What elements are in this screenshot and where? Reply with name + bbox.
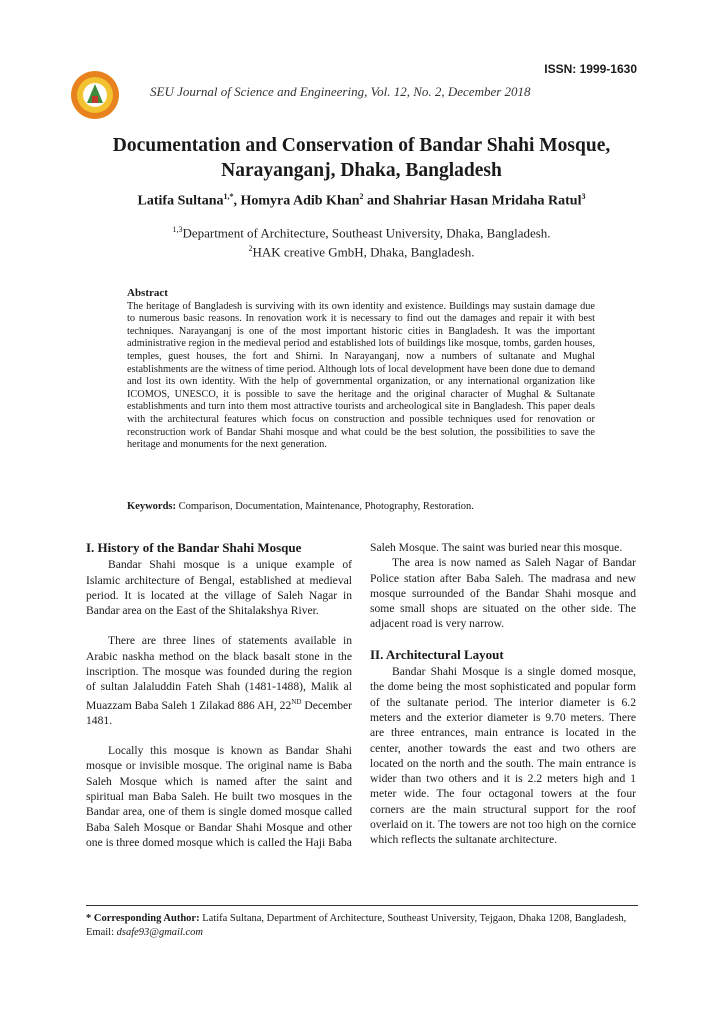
section-1-paragraph-2 (86, 633, 352, 728)
author-separator: , (233, 193, 241, 209)
footnote-text: Latifa Sultana, Department of Architecture, Southeast University, Tejgaon, Dhaka 1208, Bangladesh, Email: (86, 913, 627, 938)
affiliation-1-sup: 1,3 (172, 225, 183, 234)
author-1: Latifa Sultana (137, 193, 224, 209)
abstract-heading: Abstract (127, 287, 168, 299)
author-2-sup: 2 (359, 192, 364, 201)
issn-number: ISSN: 1999-1630 (544, 62, 637, 76)
author-3-sup: 3 (581, 192, 586, 201)
author-1-sup: 1,* (223, 192, 234, 201)
affiliations (60, 222, 663, 261)
affiliation-1-text: Department of Architecture, Southeast University, Dhaka, Bangladesh. (182, 225, 551, 241)
section-1-paragraph-5: The area is now named as Saleh Nagar of Bandar Police station after Baba Saleh. The madrasa and new mosque surrounded of the Bandar Shahi mosque and some small shops are situated on the other side. The adjacent road is very narrow. (370, 556, 636, 631)
section-1-paragraph-4: Saleh Mosque. The saint was buried near this mosque. (370, 541, 623, 554)
section-2-heading: II. Architectural Layout (370, 646, 504, 662)
keywords (127, 501, 595, 512)
section-1-heading: I. History of the Bandar Shahi Mosque (86, 540, 302, 555)
footnote-label: * Corresponding Author: (86, 913, 200, 924)
journal-citation: SEU Journal of Science and Engineering, Vol. 12, No. 2, December 2018 (150, 84, 531, 99)
keywords-label: Keywords: (127, 501, 176, 512)
affiliation-1 (60, 222, 663, 241)
section-1-paragraph-3: Locally this mosque is known as Bandar Shahi mosque or invisible mosque. The original name is Baba Saleh Mosque which is named after the saint and spiritual man Baba Saleh. He built two mosques in the Bandar area, one of them is single domed mosque called Baba Saleh Mosque or Bandar Shahi Mosque and other one is three domed mosque which is called the Haji Baba (86, 744, 352, 849)
author-email: dsafe93@gmail.com (116, 927, 203, 938)
affiliation-2-sup: 2 (248, 244, 253, 254)
corresponding-author-footnote (86, 912, 638, 940)
author-3: Shahriar Hasan Mridaha Ratul (393, 193, 582, 209)
title-line-2: Narayanganj, Dhaka, Bangladesh (221, 160, 502, 181)
section-1-paragraph-1: Bandar Shahi mosque is a unique example of Islamic architecture of Bengal, established at medieval period. It is located at the village of Saleh Nagar in Bandar area on the East of the Shitalakshya River. (86, 558, 352, 618)
author-2: Homyra Adib Khan (240, 193, 360, 209)
paragraph-2-sup: ND (291, 697, 302, 706)
abstract-text: The heritage of Bangladesh is surviving with its own identity and existence. Buildings may sustain damage due to numerous basic reasons. In renovation work it is necessary to find out the damages and repair it with best techniques. Narayanganj is one of the most important historic cities in Bangladesh. It was the important administrative region in the medieval period and established lots of buildings like mosque, tombs, garden houses, temples, guest houses, the fort and Shirni. In Narayanganj, now a numbers of sultanate and Mughal establishments are the witness of time period. Although lots of local development have been done due to demand and lost its own identity. With the help of governmental organization, or any international organization like ICOMOS, UNESCO, it is possible to save the heritage and the original character of Mughal & Sultanate establishments and turn into them most attractive tourists and archeological site in Bangladesh. This paper deals with the architectural features which focus on construction and possible techniques used for renovation or reconstruction work of Bandar Shahi mosque and what could be the best solution, the possibilities to save the heritage and monuments for the next generation. (127, 300, 595, 451)
author-list (60, 192, 663, 210)
seu-logo-icon (70, 70, 120, 120)
section-2-paragraph-1: Bandar Shahi Mosque is a single domed mosque, the dome being the most sophisticated and popular form of the sultanate period. The interior diameter is 6.2 meters and the exterior diameter is 9.70 meters. There are three entrances, main entrance is located in the center, another towards the east and two others are located on the north and the south. The main entrance is wider than two others and it is 2.2 meters high and 1 meter wide. The four octagonal towers at the four corners are the main structural support for the roof overlaid on it. The towers are not too high on the cornice which reflects the sultanate architecture. (370, 665, 636, 847)
author-separator: and (363, 193, 394, 209)
paragraph-2-text: There are three lines of statements available in Arabic naskha method on the black basalt stone in the inscription. The mosque was founded during the region of sultan Jalaluddin Fateh Shah (1481-1488), Malik al Muazzam Baba Saleh 1 Zilakad 886 AH, 22 (86, 634, 352, 712)
paragraph-2-end: December 1481. (86, 698, 352, 727)
footnote-divider (86, 905, 638, 906)
affiliation-2 (60, 241, 663, 260)
paper-title (60, 133, 663, 183)
abstract-block (127, 287, 595, 452)
title-line-1: Documentation and Conservation of Bandar Shahi Mosque, (112, 135, 611, 156)
keywords-text: Comparison, Documentation, Maintenance, Photography, Restoration. (176, 501, 474, 512)
left-column (86, 540, 352, 850)
affiliation-2-text: HAK creative GmbH, Dhaka, Bangladesh. (252, 244, 475, 260)
right-column (370, 540, 636, 848)
